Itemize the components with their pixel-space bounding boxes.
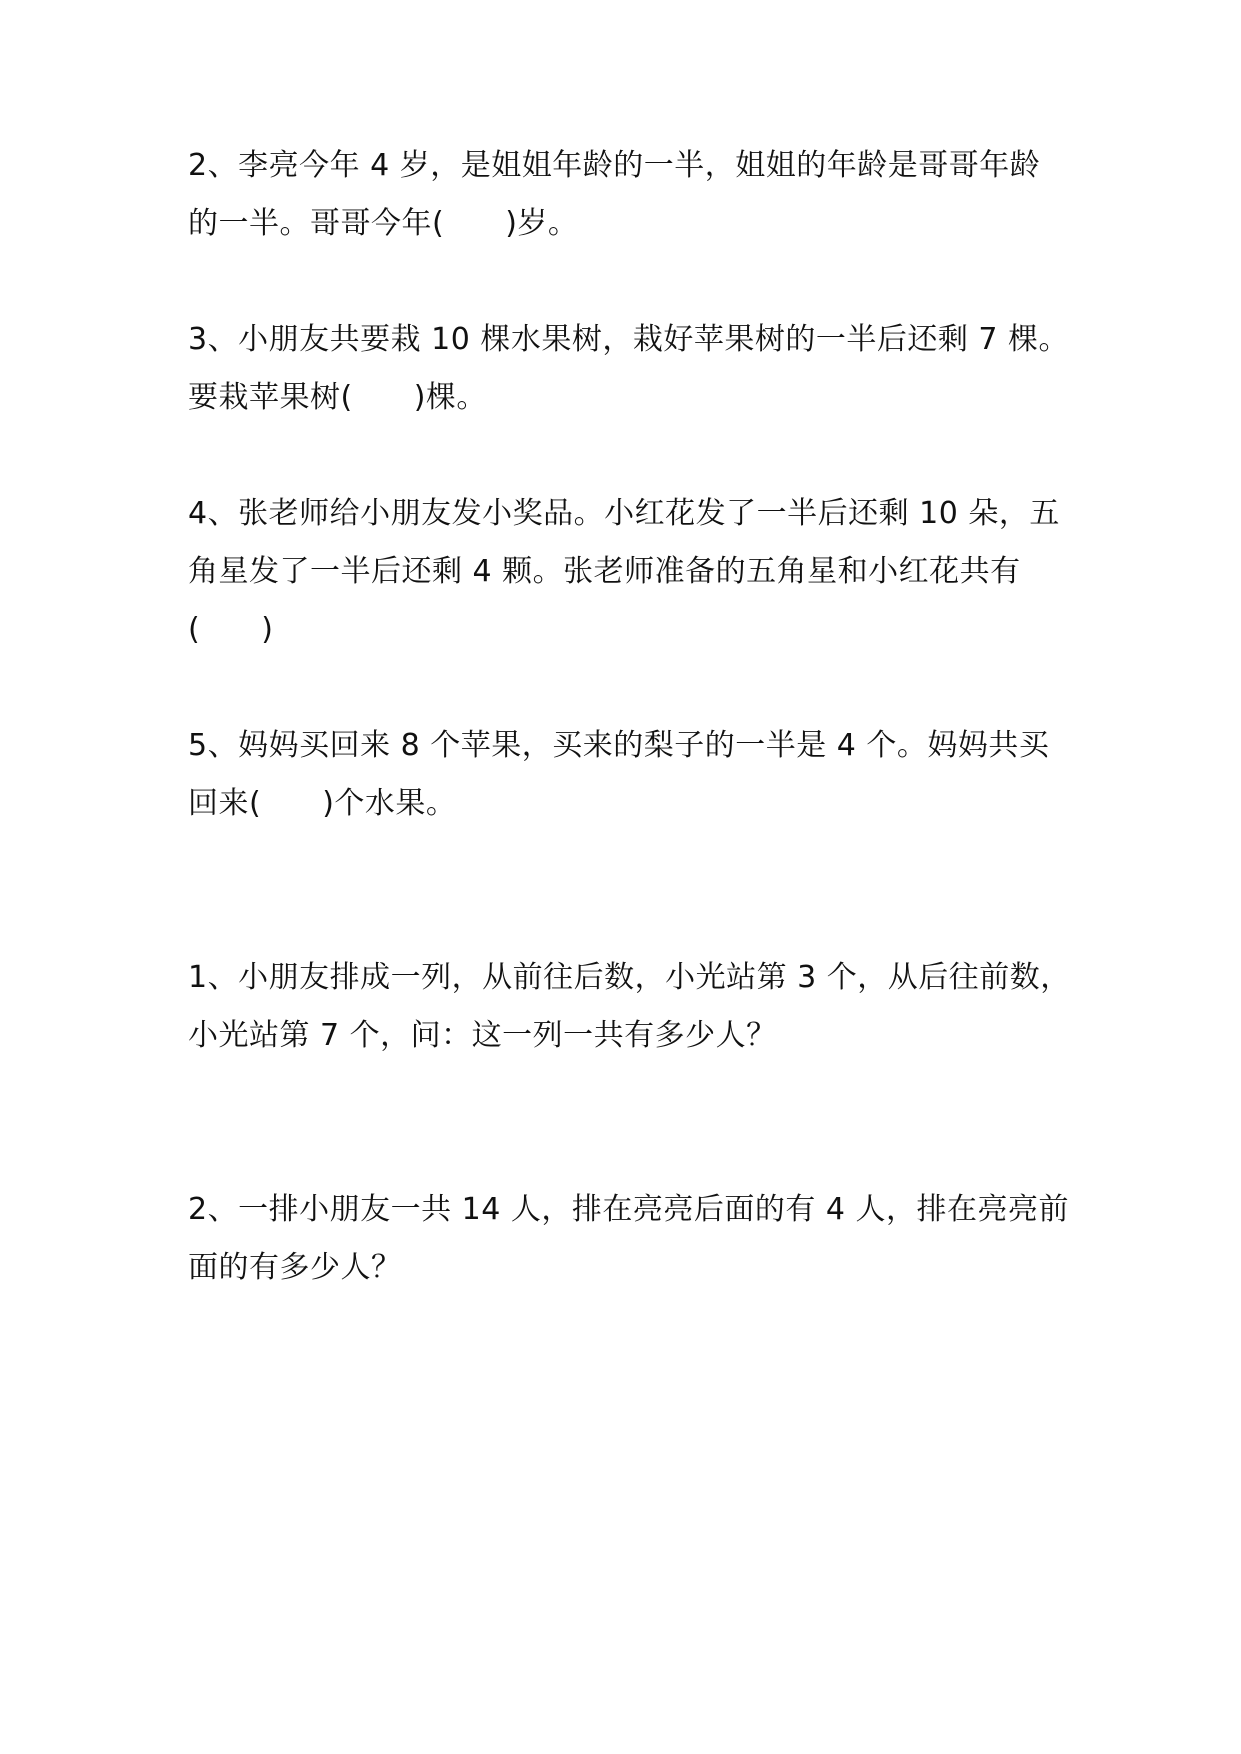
question-line: ( ) [188,612,274,647]
question-line: 回来( )个水果。 [188,786,457,821]
question-line: 4、张老师给小朋友发小奖品。小红花发了一半后还剩 10 朵，五 [188,496,1060,531]
question-line: 5、妈妈买回来 8 个苹果，买来的梨子的一半是 4 个。妈妈共买 [188,728,1050,763]
question-line: 的一半。哥哥今年( )岁。 [188,206,579,241]
question-line: 1、小朋友排成一列，从前往后数，小光站第 3 个，从后往前数， [188,960,1071,995]
question-line: 小光站第 7 个，问：这一列一共有多少人？ [188,1018,777,1053]
question-line: 2、李亮今年 4 岁，是姐姐年龄的一半，姐姐的年龄是哥哥年龄 [188,148,1041,183]
question-line: 2、一排小朋友一共 14 人，排在亮亮后面的有 4 人，排在亮亮前 [188,1192,1069,1227]
question-line: 角星发了一半后还剩 4 颗。张老师准备的五角星和小红花共有 [188,554,1021,589]
question-line: 面的有多少人？ [188,1250,402,1285]
question-line: 3、小朋友共要栽 10 棵水果树，栽好苹果树的一半后还剩 7 棵。 [188,322,1069,357]
question-line: 要栽苹果树( )棵。 [188,380,487,415]
